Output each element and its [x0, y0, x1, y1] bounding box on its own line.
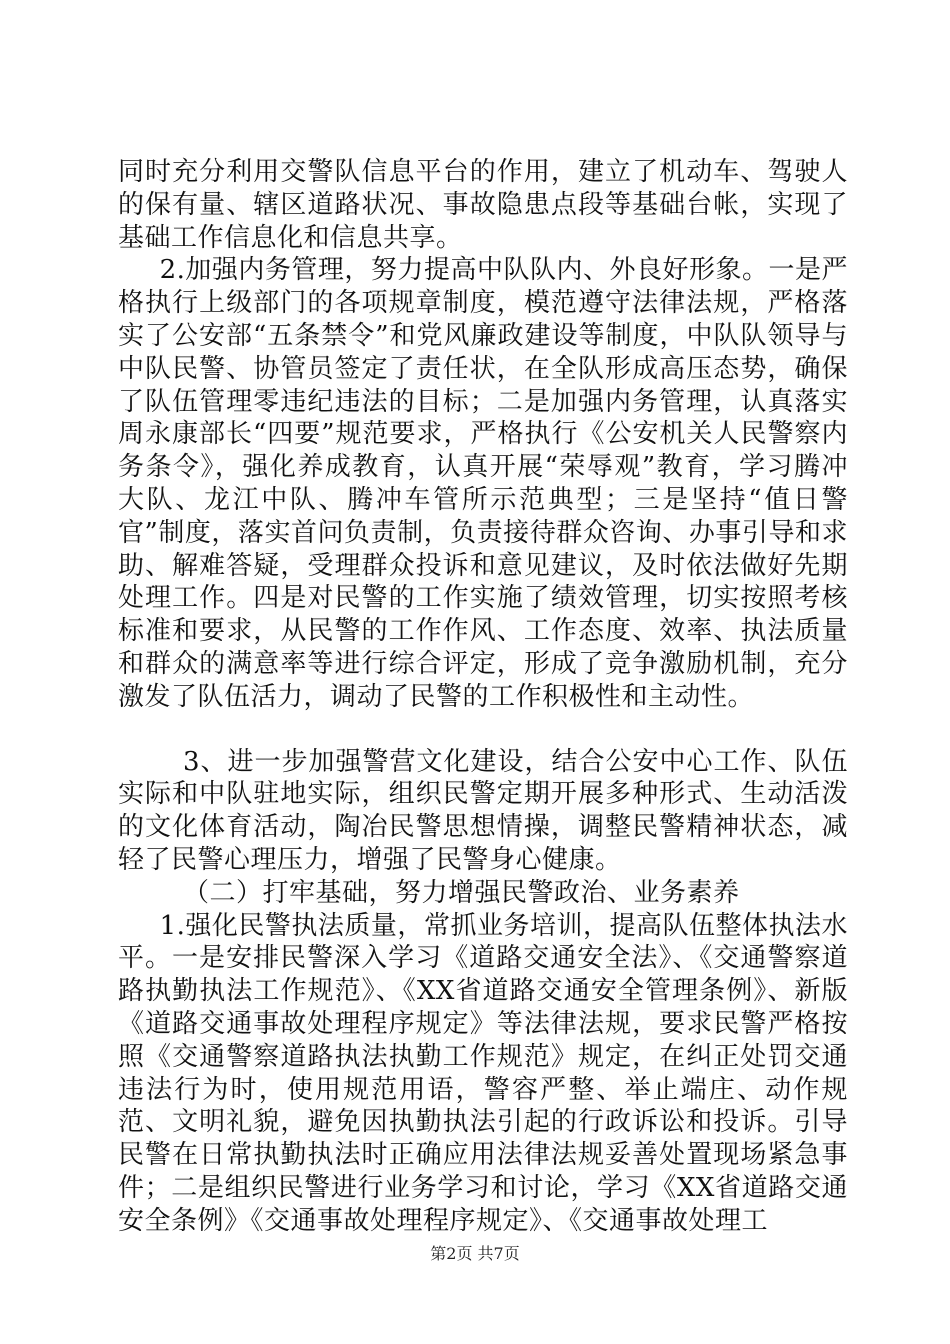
section-heading-two: （二）打牢基础，努力增强民警政治、业务素养 [183, 877, 740, 908]
document-body [118, 156, 848, 1238]
paragraph-gap [118, 714, 848, 746]
paragraph-internal-management: 2.加强内务管理，努力提高中队队内、外良好形象。一是严格执行上级部门的各项规章制度，模范遵守法律法规，严格落实了公安部“五条禁令”和党风廉政建设等制度，中队队领导与中队民警、协管员签定了责任状，在全队形成高压态势，确保了队伍管理零违纪违法的目标；二是加强内务管理，认真落实周永康部长“四要”规范要求，严格执行《公安机关人民警察内务条令》，强化养成教育，认真开展“荣辱观”教育，学习腾冲大队、龙江中队、腾冲车管所示范典型；三是坚持“值日警官”制度，落实首问负责制，负责接待群众咨询、办事引导和求助、解难答疑，受理群众投诉和意见建议，及时依法做好先期处理工作。四是对民警的工作实施了绩效管理，切实按照考核标准和要求，从民警的工作作风、工作态度、效率、执法质量和群众的满意率等进行综合评定，形成了竞争激励机制，充分激发了队伍活力，调动了民警的工作积极性和主动性。 [118, 255, 848, 712]
page-number: 第2页 共7页 [430, 1244, 520, 1263]
paragraph-police-culture: 3、进一步加强警营文化建设，结合公安中心工作、队伍实际和中队驻地实际，组织民警定期开展多种形式、生动活泼的文化体育活动，陶冶民警思想情操，调整民警精神状态，减轻了民警心理压力，增强了民警身心健康。 [118, 746, 848, 875]
paragraph-law-enforcement: 1.强化民警执法质量，常抓业务培训，提高队伍整体执法水平。一是安排民警深入学习《道路交通安全法》、《交通警察道路执勤执法工作规范》、《XX省道路交通安全管理条例》、新版《道路交通事故处理程序规定》等法律法规，要求民警严格按照《交通警察道路执法执勤工作规范》规定，在纠正处罚交通违法行为时，使用规范用语，警容严整、举止端庄、动作规范、文明礼貌，避免因执勤执法引起的行政诉讼和投诉。引导民警在日常执勤执法时正确应用法律法规妥善处置现场紧急事件；二是组织民警进行业务学习和讨论，学习《XX省道路交通安全条例》《交通事故处理程序规定》、《交通事故处理工 [118, 910, 848, 1236]
paragraph-continuation: 同时充分利用交警队信息平台的作用，建立了机动车、驾驶人的保有量、辖区道路状况、事故隐患点段等基础台帐，实现了基础工作信息化和信息共享。 [118, 157, 848, 253]
